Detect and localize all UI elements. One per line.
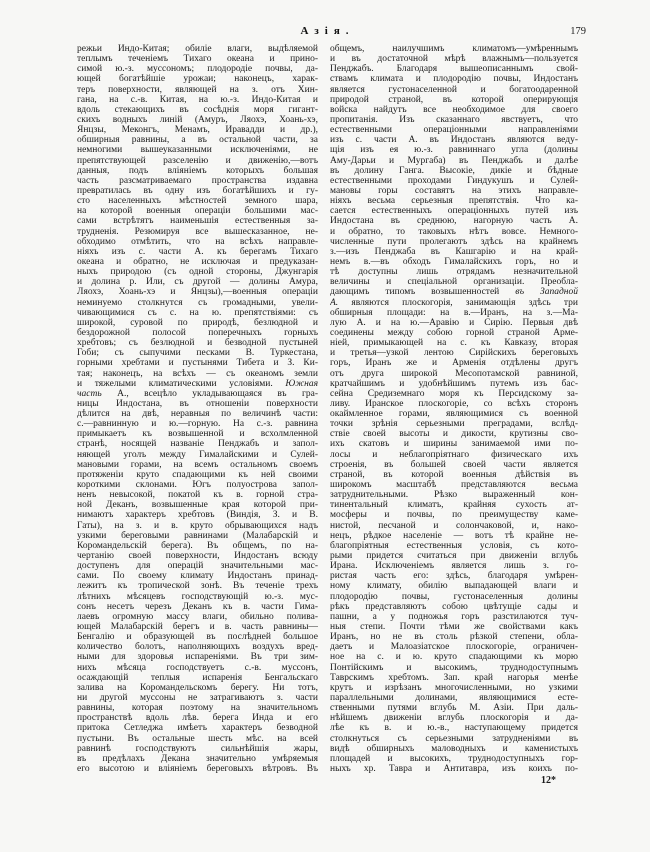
text-line: Таврскимъ хребтомъ. Зап. край нагорья менѣе bbox=[330, 672, 578, 683]
text-line: горными хребтами и пустынями Тибета и З. Ки- bbox=[77, 358, 318, 369]
text-line: ныхъ хр. Тавра и Антитавра, изъ коихъ по- bbox=[330, 763, 578, 774]
text-line: режьи Индо-Китая; обиліе влаги, выдѣляемой bbox=[77, 44, 318, 54]
text-line: широкомъ масштабѣ представляются весьма bbox=[330, 480, 578, 491]
text-line: хребтовъ; съ безлюдной и безводной пустыней bbox=[77, 338, 318, 349]
text-line: мановыми горами, на всемъ остальномъ своемъ bbox=[77, 459, 318, 470]
text-line: обходимо отмѣтить, что на всѣхъ направле- bbox=[77, 236, 318, 247]
text-line: доступенъ для операцій значительными мас- bbox=[77, 561, 318, 572]
text-line: нихъ мѣсяца господствуетъ с.-в. муссонъ, bbox=[77, 662, 318, 673]
text-line: пашни, а у подножья горъ разстилаются туч- bbox=[330, 611, 578, 622]
text-line: равнинѣ господствуютъ сильнѣйшія жары, bbox=[77, 743, 318, 754]
text-line: сами встрѣтятъ наименьшія естественныя за- bbox=[77, 216, 318, 227]
text-line: часть разсматриваемаго пространства издавна bbox=[77, 175, 318, 186]
text-line: естественными проходами Гиндукушъ и Сулей- bbox=[330, 175, 578, 186]
text-line: является густонаселенной и богатоодаренной bbox=[330, 84, 578, 95]
text-line: кратчайшимъ и удобнѣйшимъ путемъ изъ бас- bbox=[330, 378, 578, 389]
text-line: строенія, въ большей своей части является bbox=[330, 459, 578, 470]
text-line: горъ, Иранъ же и Арменія отдѣлены другъ bbox=[330, 358, 578, 369]
text-line: примыкаетъ къ возвышенной и всхолмленной bbox=[77, 429, 318, 440]
text-line: данныя, подъ вліяніемъ которыхъ большая bbox=[77, 165, 318, 176]
page-title: Азія. bbox=[300, 25, 355, 37]
text-line: отъ друга широкой Месопотамской равниной, bbox=[330, 368, 578, 379]
text-line: крутъ и изрѣзанъ многочисленными, но узкими bbox=[330, 682, 578, 693]
text-line: ственными путями вглубь М. Азіи. При даль- bbox=[330, 703, 578, 714]
text-line: тая; наконецъ, на всѣхъ — съ океаномъ земли bbox=[77, 368, 318, 379]
text-line: изъ с. части А. въ Индостанъ являются веду- bbox=[330, 135, 578, 146]
text-line: площадей и высокихъ, труднодоступныхъ гор- bbox=[330, 753, 578, 764]
text-line: пропитанія. Изъ сказаннаго явствуетъ, что bbox=[330, 114, 578, 125]
text-line: видѣ обширныхъ маловодныхъ и каменистыхъ bbox=[330, 743, 578, 754]
text-line: сейна Средиземнаго моря къ Персидскому за- bbox=[330, 388, 578, 399]
text-line: трудненія. Резюмируя все вышесказанное, не- bbox=[77, 226, 318, 237]
text-line: океана и обратно, не исключая и предуказан- bbox=[77, 256, 318, 267]
text-line: неминуемо столкнутся съ громадными, увели- bbox=[77, 297, 318, 308]
text-line: нистой, песчаной и солончаковой, и, нако- bbox=[330, 520, 578, 531]
text-line: препятствующей разселенію и движенію,—вотъ bbox=[77, 155, 318, 166]
text-line: и въ достаточной мѣрѣ влажнымъ—пользуется bbox=[330, 54, 578, 65]
text-line: параллельными долинами, являющимися есте- bbox=[330, 693, 578, 703]
text-line: численные пути пролегаютъ здѣсь на крайнемъ bbox=[330, 236, 578, 247]
text-line: лѣе къ в. и ю.-в., наступающему придется bbox=[330, 723, 578, 734]
text-line: бездорожной полосой поперечныхъ горныхъ bbox=[77, 327, 318, 338]
text-line: Ляохэ, Хоань-хэ и Янцзы),—военныя операціи bbox=[77, 287, 318, 298]
text-line: протяженіи круто спадающими къ ней своими bbox=[77, 469, 318, 480]
text-line: ствамъ климата и плодородію почвы, Индостанъ bbox=[330, 74, 578, 85]
text-line: и тяжелыми климатическими условіями. Южная bbox=[77, 378, 318, 389]
text-line: сонъ несетъ черезъ Деканъ къ в. части Гима- bbox=[77, 601, 318, 612]
text-line: страной, въ которой военныя дѣйствія въ bbox=[330, 469, 578, 480]
text-line: узкими береговыми равнинами (Малабарскій и bbox=[77, 530, 318, 541]
text-line: ной Деканъ, возвышенные края которой при- bbox=[77, 500, 318, 511]
text-line: на которой военныя операціи большими мас- bbox=[77, 206, 318, 217]
text-line: Ирана. Исключеніемъ является лишь з. го- bbox=[330, 561, 578, 572]
text-line: дѣлится на двѣ, неравныя по величинѣ части: bbox=[77, 409, 318, 420]
text-line: няющей уголъ между Гималайскими и Сулей- bbox=[77, 449, 318, 460]
text-line: точки зрѣнія серьезными преградами, вслѣд- bbox=[330, 419, 578, 430]
page-number: 179 bbox=[570, 26, 586, 37]
text-line: величины и спеціальной организаціи. Преобла- bbox=[330, 277, 578, 288]
text-line: благопріятныя естественныя условія, съ кото- bbox=[330, 540, 578, 551]
text-line: Бенгалію и образующей въ послѣдней большое bbox=[77, 632, 318, 643]
text-line: лѣтнихъ мѣсяцевъ господствующій ю.-з. мус- bbox=[77, 591, 318, 602]
text-line: ными для здоровья испареніями. Въ три зим- bbox=[77, 652, 318, 663]
text-line: Коромандельскій берега). Въ общемъ, по на- bbox=[77, 540, 318, 551]
text-line: широкой, суровой по природѣ, безлюдной и bbox=[77, 317, 318, 328]
text-line: лую А. и на ю.—Аравію и Сирію. Первыя двѣ bbox=[330, 317, 578, 328]
text-line: рыми придется считаться при движеніи вглубь bbox=[330, 551, 578, 562]
text-line: затруднительными. Рѣзко выраженный кон- bbox=[330, 490, 578, 501]
text-line: превратилась въ одну изъ богатѣйшихъ и гу- bbox=[77, 185, 318, 196]
text-line: ристая часть его: здѣсь, благодаря умѣрен- bbox=[330, 571, 578, 582]
text-line: гана, на с.-в. Китая, на ю.-з. Индо-Китая и bbox=[77, 94, 318, 105]
text-line: немъ в.—въ обходъ Гималайскихъ горъ, но и bbox=[330, 256, 578, 267]
text-line: щія изъ ея ю.-з. равниннаго угла (долины bbox=[330, 145, 578, 156]
text-line: ніяхъ изъ с. части А. къ берегамъ Тихаго bbox=[77, 246, 318, 257]
text-line: часть А., всецѣло укладывающаяся въ гра- bbox=[77, 388, 318, 399]
text-line: обширныя площади: на в.—Иранъ, на з.—Ма- bbox=[330, 307, 578, 318]
text-line: тѣ доступны лишь отрядамъ незначительной bbox=[330, 267, 578, 278]
text-line: ницы Индостана, въ отношеніи поверхности bbox=[77, 398, 318, 409]
text-line: войска найдутъ все необходимое для своего bbox=[330, 104, 578, 115]
text-line: ненъ невысокой, покатой къ в. горной стра- bbox=[77, 490, 318, 501]
text-line: и третья—узкой лентою Сирійскихъ береговыхъ bbox=[330, 348, 578, 359]
text-line: ніяхъ весьма серьезныя препятствія. Что ка- bbox=[330, 196, 578, 207]
text-line: сто населенныхъ мѣстностей земного шара, bbox=[77, 196, 318, 207]
text-line: с.—равнинную и ю.—горную. На с.-з. равнина bbox=[77, 419, 318, 430]
text-line: общемъ, наилучшимъ климатомъ—умѣреннымъ bbox=[330, 44, 578, 54]
text-line: столкнуться съ серьезными затрудненіями въ bbox=[330, 733, 578, 744]
text-line: Понтійскимъ и высокимъ, труднодоступнымъ bbox=[330, 662, 578, 673]
text-line: ющей Малабарскій берегъ и в. часть равнины— bbox=[77, 622, 318, 633]
text-line: лосы и неблагопріятнаго физическаго ихъ bbox=[330, 449, 578, 460]
text-line: Янцзы, Меконгъ, Менамъ, Иравадди и др.), bbox=[77, 125, 318, 136]
text-line: А. являются плоскогорія, занимающія здѣсь три bbox=[330, 297, 578, 308]
text-line: природой страной, въ которой оперирующія bbox=[330, 94, 578, 105]
text-line: скихъ водныхъ линій (Амуръ, Ляохэ, Хоань-хэ, bbox=[77, 114, 318, 125]
text-line: и долина р. Или, съ другой — долины Амура, bbox=[77, 277, 318, 288]
text-line: равнины, которая поэтому на значительномъ bbox=[77, 703, 318, 714]
text-line: осаждающій теплыя испаренія Бенгальскаго bbox=[77, 672, 318, 683]
text-line: сами. По своему климату Индостанъ принад- bbox=[77, 571, 318, 582]
text-line: Индостана въ среднюю, нагорную часть А. bbox=[330, 216, 578, 227]
text-line: въ долину Ганга. Высокіе, дикіе и бѣдные bbox=[330, 165, 578, 176]
text-line: ливу. Иранское плоскогоріе, со всѣхъ сторонъ bbox=[330, 398, 578, 409]
text-line: лаевъ огромную массу влаги, обильно полива- bbox=[77, 611, 318, 622]
text-line: притока Сетледжа имѣетъ характеръ безводной bbox=[77, 723, 318, 734]
text-line: Пенджабъ. Благодаря вышеописаннымъ свой- bbox=[330, 64, 578, 75]
text-line: Гоби; съ сыпучими песками В. Туркестана, bbox=[77, 348, 318, 359]
text-line: пространствѣ вдоль лѣв. берега Инда и его bbox=[77, 713, 318, 724]
text-line: чертанію своей поверхности, Индостанъ всюду bbox=[77, 551, 318, 562]
text-line: нимаютъ характеръ хребтовъ (Виндія, З. и В. bbox=[77, 510, 318, 521]
text-column-left bbox=[77, 44, 318, 774]
text-line: лежитъ къ тропической зонѣ. Въ теченіе трехъ bbox=[77, 581, 318, 592]
printers-signature-mark: 12* bbox=[541, 775, 556, 786]
text-line: залива на Коромандельскомъ берегу. Ни тотъ, bbox=[77, 682, 318, 693]
text-line: ныхъ природою (съ одной стороны, Джунгарія bbox=[77, 267, 318, 278]
text-line: Иранъ, но не въ столь рѣзкой степени, обла- bbox=[330, 632, 578, 643]
text-line: теръ поверхности, являющей на з. отъ Хин- bbox=[77, 84, 318, 95]
text-line: его высотою и вліяніемъ береговыхъ вѣтровъ. Въ bbox=[77, 763, 318, 774]
text-line: и обратно, то таковыхъ нѣтъ вовсе. Немного- bbox=[330, 226, 578, 237]
text-line: ное на с. и ю. круто спадающими къ морю bbox=[330, 652, 578, 663]
text-line: короткими склонами. Югъ полуострова запол- bbox=[77, 480, 318, 491]
text-line: сается естественныхъ операціонныхъ путей изъ bbox=[330, 206, 578, 217]
text-line: вдоль стекающихъ въ сосѣднія моря гигант- bbox=[77, 104, 318, 115]
text-line: мосферы и почвы, по преимуществу каме- bbox=[330, 510, 578, 521]
text-line: чивающимися съ с. на ю. препятствіями: съ bbox=[77, 307, 318, 318]
text-line: соединены между собою горной страной Арме- bbox=[330, 327, 578, 338]
text-line: Аму-Дарьи и Мургаба) въ Пенджабъ и далѣе bbox=[330, 155, 578, 166]
text-line: даетъ и Малоазіатское плоскогоріе, ограничен- bbox=[330, 642, 578, 653]
text-line: ніей, примыкающей на с. къ Кавказу, вторая bbox=[330, 338, 578, 349]
text-column-right bbox=[330, 44, 578, 774]
text-line: теплымъ теченіемъ Тихаго океана и прино- bbox=[77, 54, 318, 65]
text-line: странѣ, носящей названіе Пенджабъ и запол- bbox=[77, 439, 318, 450]
text-line: количество болотъ, наполняющихъ воздухъ вред- bbox=[77, 642, 318, 653]
text-line: дающимъ типомъ возвышенностей въ Западной bbox=[330, 287, 578, 298]
text-line: немногими вышеуказанными исключеніями, не bbox=[77, 145, 318, 156]
text-line: ни другой муссоны не затрагиваютъ з. части bbox=[77, 693, 318, 703]
text-line: з.—изъ Пенджаба въ Кашгарію и на край- bbox=[330, 246, 578, 257]
text-line: рѣкъ представляютъ собою цвѣтущіе сады и bbox=[330, 601, 578, 612]
text-line: ныя степи. Почти тѣми же свойствами какъ bbox=[330, 622, 578, 633]
text-line: Гаты), на з. и в. круто обрывающихся надъ bbox=[77, 520, 318, 531]
text-line: ихъ скатовъ и ширины занимаемой ими по- bbox=[330, 439, 578, 450]
text-line: обширныя равнины, а въ остальной части, за bbox=[77, 135, 318, 146]
text-line: нѣйшемъ движеніи вглубь плоскогорія и да- bbox=[330, 713, 578, 724]
text-line: мановы горы составятъ на этихъ направле- bbox=[330, 185, 578, 196]
text-line: нецъ, рѣдкое населеніе — вотъ тѣ крайне не- bbox=[330, 530, 578, 541]
text-line: ющей богатѣйшіе урожаи; наконецъ, харак- bbox=[77, 74, 318, 85]
text-line: ствіе своей высоты и дикости, крутизны сво- bbox=[330, 429, 578, 440]
text-line: окаймленное горами, являющимися съ военной bbox=[330, 409, 578, 420]
text-line: пустыни. Въ остальные шесть мѣс. на всей bbox=[77, 733, 318, 744]
text-line: тинентальный климатъ, крайняя сухость ат- bbox=[330, 500, 578, 511]
text-line: естественными операціонными направленіями bbox=[330, 125, 578, 136]
text-line: плодородію почвы, густонаселенныя долины bbox=[330, 591, 578, 602]
text-line: ному климату, обилію выпадающей влаги и bbox=[330, 581, 578, 592]
text-line: симой ю.-з. муссономъ; плодородіе почвы, да- bbox=[77, 64, 318, 75]
text-line: въ предѣлахъ Декана значительно умѣряемыя bbox=[77, 753, 318, 764]
